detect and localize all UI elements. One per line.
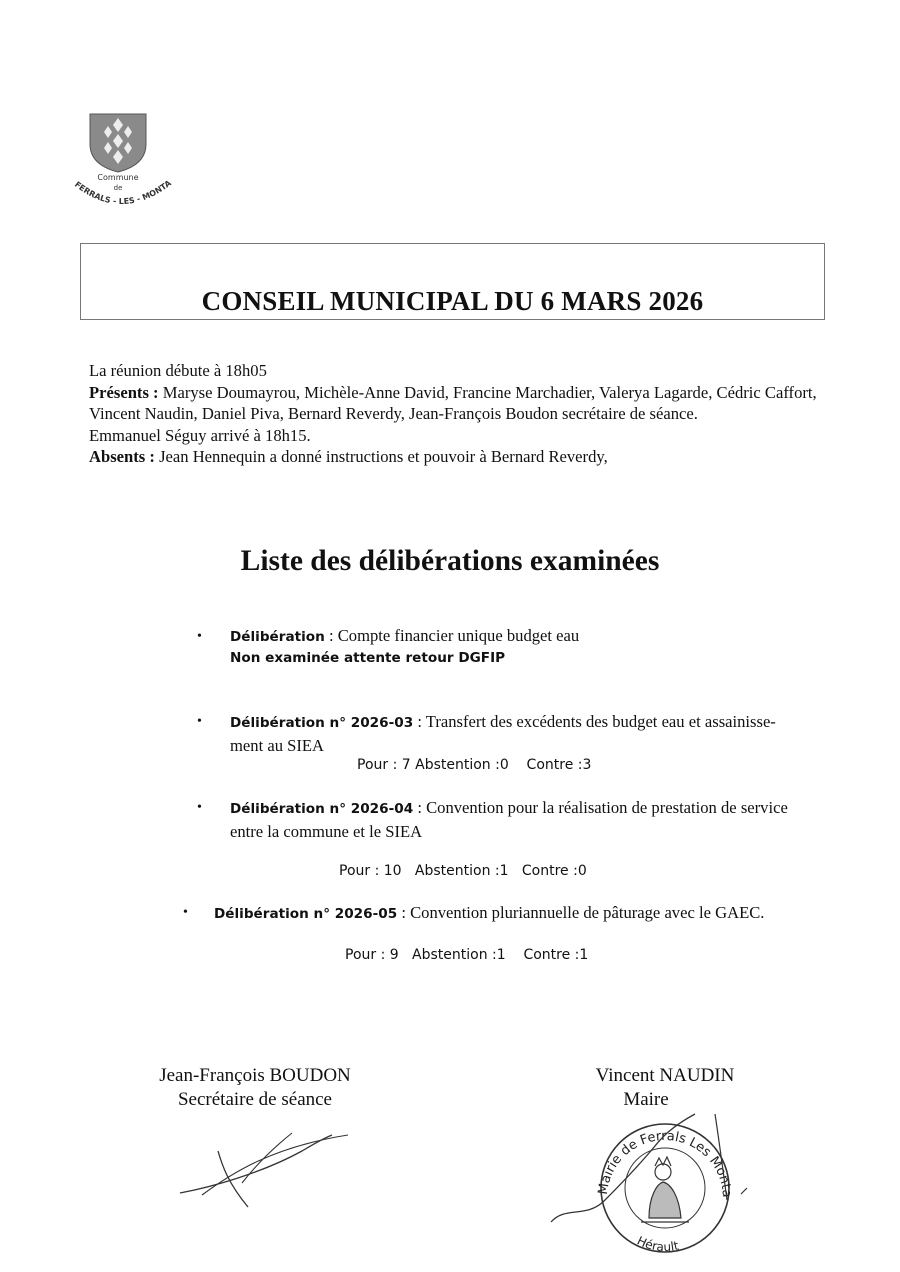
coat-of-arms-icon [62,108,182,220]
svg-text:Mairie de Ferrals Les Montagne: Mairie de Ferrals Les Monta [595,1128,735,1198]
deliberation-item [230,797,840,842]
secretary-signature [172,1125,362,1215]
mayor-role: Maire [623,1089,669,1110]
svg-text:FERRALS - LES - MONTAGNES: FERRALS - LES - MONTA [72,178,173,207]
municipality-logo [62,108,182,220]
late-arrival: Emmanuel Séguy arrivé à 18h15. [89,425,311,445]
deliberation-label: Délibération n° 2026-03 [230,715,414,731]
vote-result: Pour : 10 Abstention :1 Contre :0 [339,863,587,879]
page-title: CONSEIL MUNICIPAL DU 6 MARS 2026 [201,286,704,316]
deliberation-subject: : Convention pluriannuelle de pâturage avec le GAEC. [397,903,765,922]
deliberation-subject-cont: entre la commune et le SIEA [230,821,423,841]
deliberation-item [230,711,840,756]
bullet-icon: • [197,800,202,815]
deliberation-subject: : Transfert des excédents des budget eau et assainisse- [413,712,776,731]
signature-icon [172,1125,362,1215]
title-box [80,243,825,320]
bullet-icon: • [183,905,188,920]
secretary-name: Jean-François BOUDON [159,1065,351,1086]
meeting-start: La réunion débute à 18h05 [89,361,267,380]
deliberation-subject-cont: ment au SIEA [230,735,325,755]
deliberation-subject: : Compte financier unique budget eau [324,626,580,645]
deliberation-note: Non examinée attente retour DGFIP [230,650,506,666]
secretary-role: Secrétaire de séance [177,1089,332,1110]
deliberation-label: Délibération n° 2026-04 [230,801,414,817]
stamp-icon [545,1110,770,1260]
deliberation-label: Délibération [230,629,325,645]
meeting-intro [89,360,829,468]
deliberation-item [230,625,830,649]
attendees [89,382,829,425]
section-heading: Liste des délibérations examinées [240,545,660,577]
vote-result: Pour : 7 Abstention :0 Contre :3 [357,757,592,773]
svg-text:Hérault: Hérault [634,1233,680,1255]
svg-text:de: de [113,184,123,192]
mayor-stamp [545,1110,770,1260]
present-label: Présents : [89,382,159,402]
svg-text:Commune: Commune [97,173,139,182]
mayor-name: Vincent NAUDIN [595,1065,735,1086]
present-list: Maryse Doumayrou, Michèle-Anne David, Francine Marchadier, Valerya Lagarde, Cédric Caffort, Vincent Naudin, Daniel Piva, Bernard Reverdy, Jean-François Boudon secrétaire de séance. [89,382,817,423]
vote-result: Pour : 9 Abstention :1 Contre :1 [345,947,589,963]
bullet-icon: • [197,629,202,644]
deliberation-subject: : Convention pour la réalisation de prestation de service [413,798,788,817]
absent-label: Absents : [89,447,155,466]
absent-list: Jean Hennequin a donné instructions et pouvoir à Bernard Reverdy, [154,447,608,466]
deliberation-label: Délibération n° 2026-05 [214,906,398,922]
deliberation-item [214,902,834,926]
absentees [89,446,829,468]
bullet-icon: • [197,714,202,729]
